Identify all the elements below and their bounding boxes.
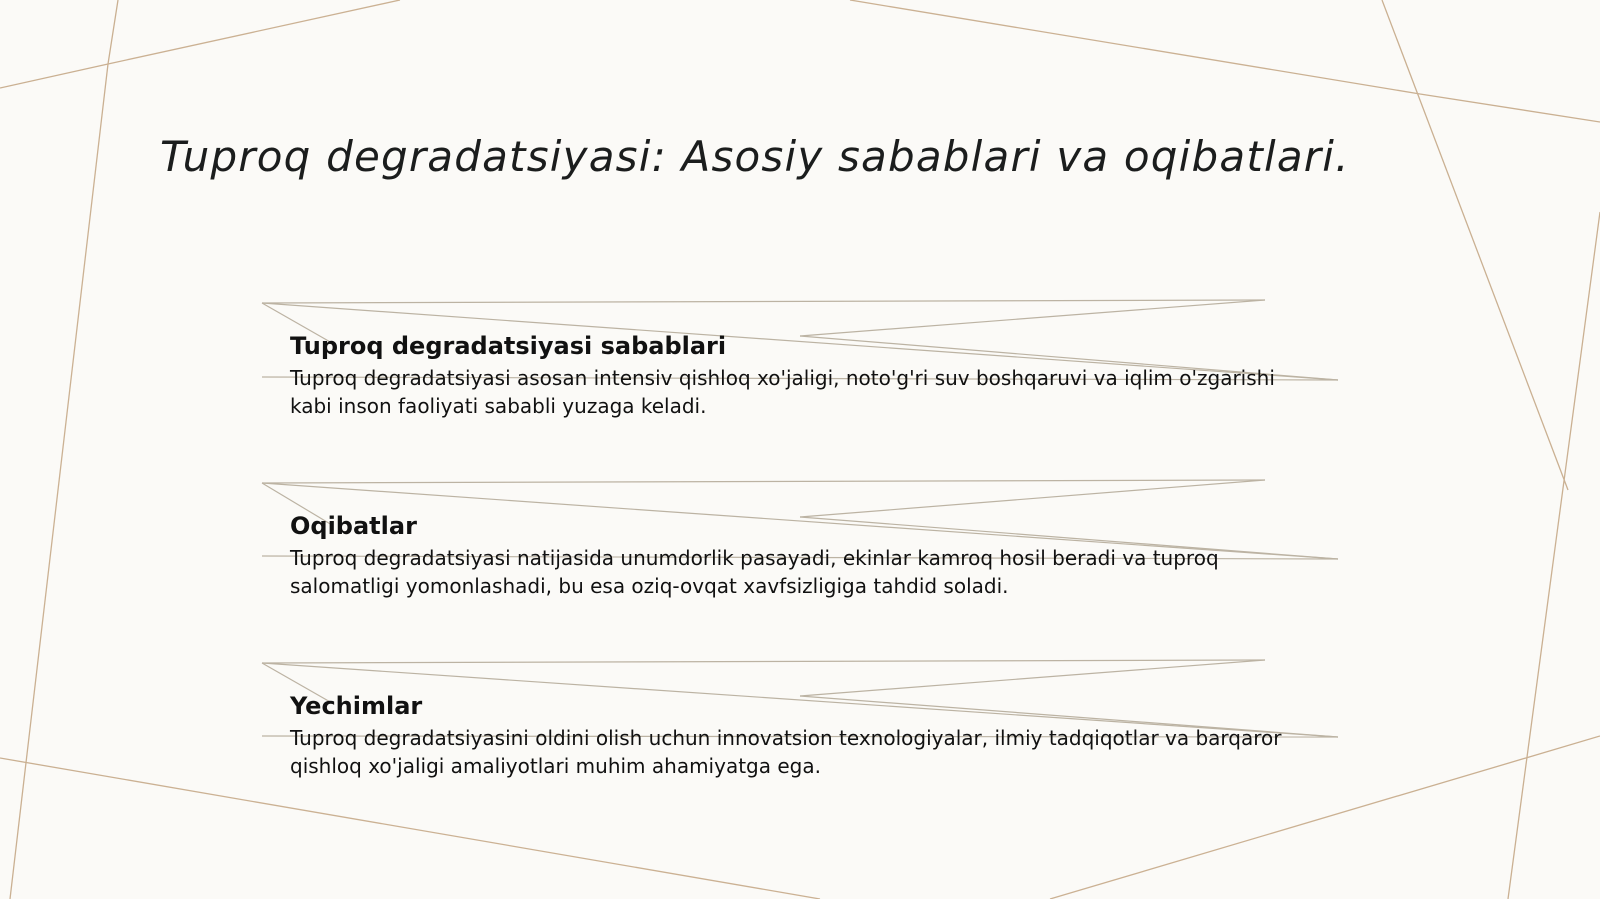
section-heading-solutions: Yechimlar [290, 692, 423, 720]
section-solutions [290, 691, 1290, 780]
section-text-solutions: Tuproq degradatsiyasini oldini olish uchun innovatsion texnologiyalar, ilmiy tadqiqotlar va barqaror qishloq xo'jaligi amaliyotlari muhim ahamiyatga ega. [290, 726, 1282, 778]
section-consequences [290, 511, 1290, 600]
section-heading-consequences: Oqibatlar [290, 512, 417, 540]
slide-title: Tuproq degradatsiyasi: Asosiy sabablari va oqibatlari. [160, 132, 1350, 181]
section-text-causes: Tuproq degradatsiyasi asosan intensiv qishloq xo'jaligi, noto'g'ri suv boshqaruvi va iqlim o'zgarishi kabi inson faoliyati sababli yuzaga keladi. [290, 366, 1275, 418]
section-causes [290, 331, 1290, 420]
section-heading-causes: Tuproq degradatsiyasi sabablari [290, 332, 727, 360]
section-text-consequences: Tuproq degradatsiyasi natijasida unumdorlik pasayadi, ekinlar kamroq hosil beradi va tuproq salomatligi yomonlashadi, bu esa oziq-ovqat xavfsizligiga tahdid soladi. [290, 546, 1219, 598]
